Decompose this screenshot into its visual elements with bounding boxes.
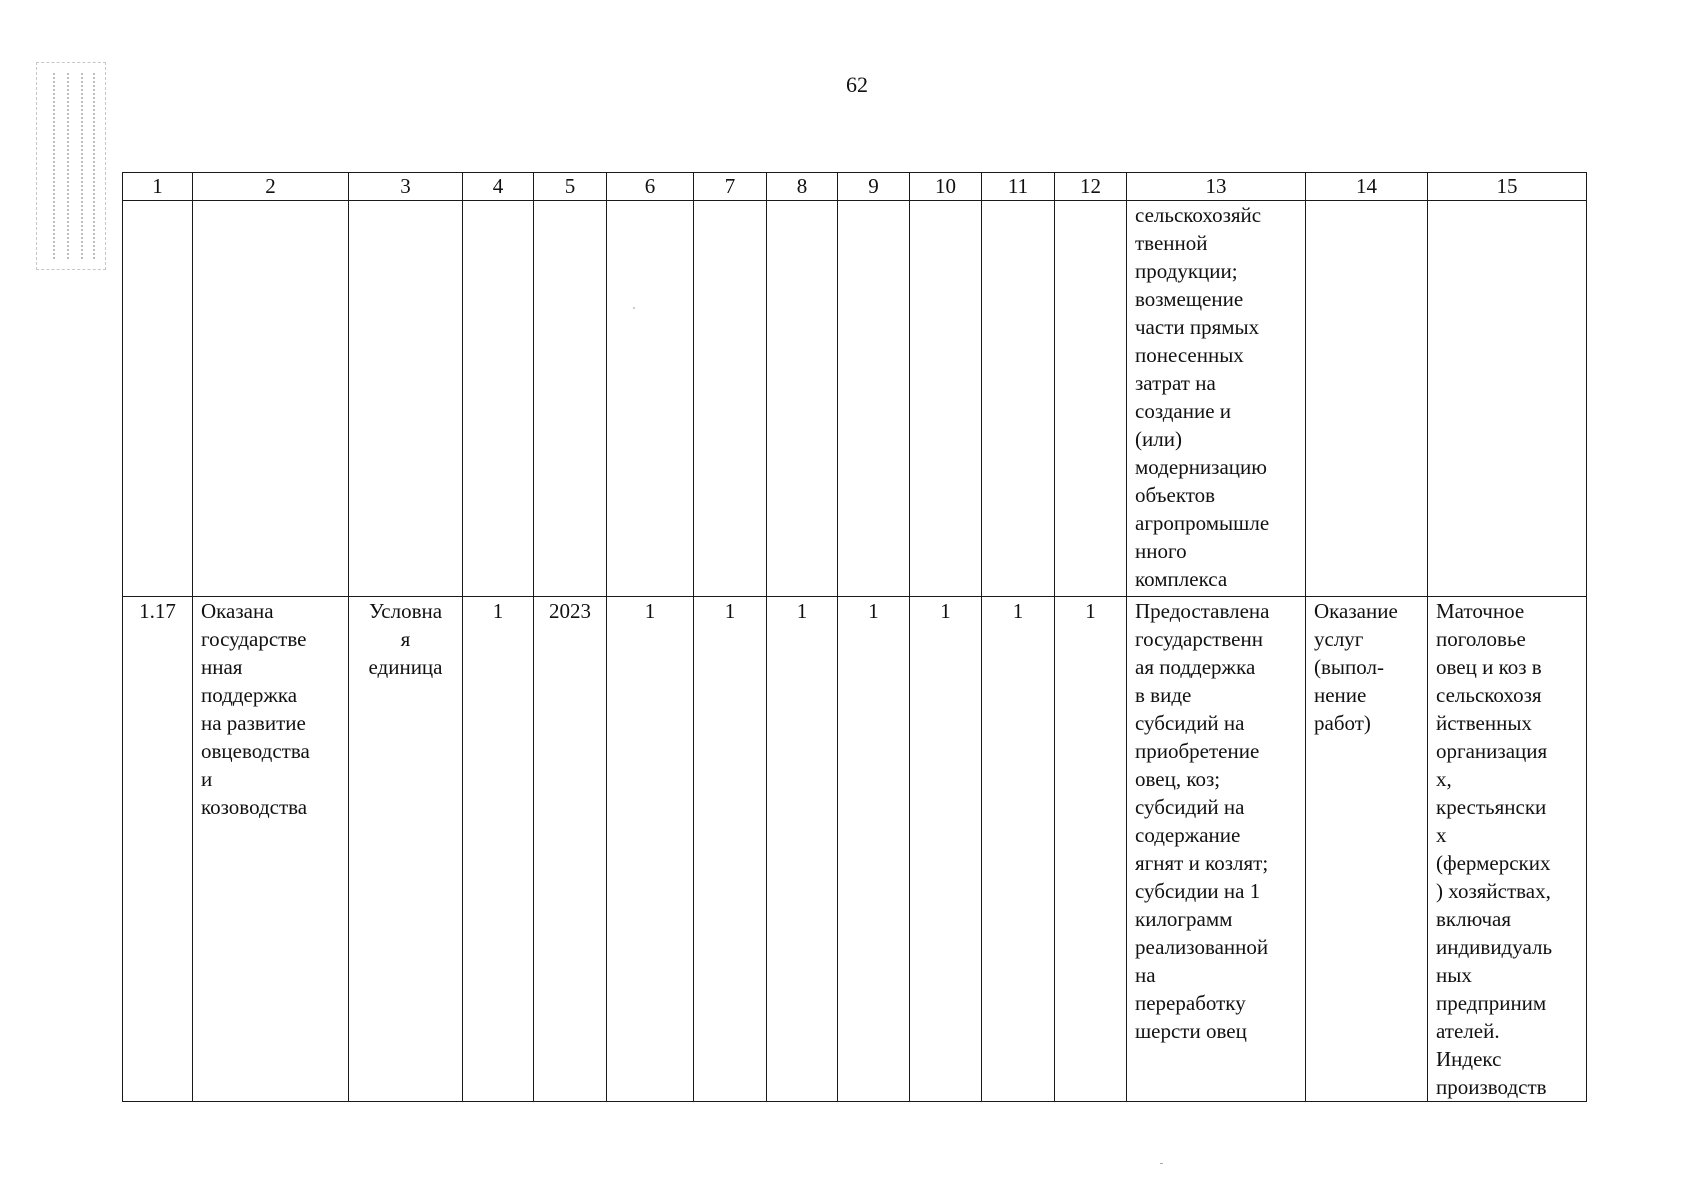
header-cell-2: 2	[193, 173, 349, 201]
cont-cell-5	[534, 201, 607, 597]
page-number: 62	[846, 72, 868, 97]
header-cell-9: 9	[838, 173, 910, 201]
header-cell-11: 11	[982, 173, 1055, 201]
row-number-cell: 1.17	[123, 597, 193, 1102]
measures-table	[122, 172, 1587, 1102]
registration-stamp	[36, 62, 106, 270]
header-cell-8: 8	[767, 173, 838, 201]
value-cell-4: 1	[463, 597, 534, 1102]
cont-cell-2	[193, 201, 349, 597]
cont-cell-1	[123, 201, 193, 597]
value-cell-9: 1	[838, 597, 910, 1102]
cont-cell-8	[767, 201, 838, 597]
value-cell-11: 1	[982, 597, 1055, 1102]
cont-cell-10	[910, 201, 982, 597]
year-cell: 2023	[534, 597, 607, 1102]
cont-cell-15	[1428, 201, 1587, 597]
type-cell: Оказание услуг (выпол- нение работ)	[1306, 597, 1428, 1102]
header-cell-7: 7	[694, 173, 767, 201]
header-cell-1: 1	[123, 173, 193, 201]
header-cell-4: 4	[463, 173, 534, 201]
cont-cell-4	[463, 201, 534, 597]
value-cell-6: 1	[607, 597, 694, 1102]
header-cell-15: 15	[1428, 173, 1587, 201]
cont-cell-3	[349, 201, 463, 597]
value-cell-12: 1	[1055, 597, 1127, 1102]
cont-cell-6	[607, 201, 694, 597]
header-cell-3: 3	[349, 173, 463, 201]
cont-cell-13-results: сельскохозяйс твенной продукции; возмещение части прямых понесенных затрат на создание и (или) модернизацию объектов агропромышле нного комплекса	[1127, 201, 1306, 597]
header-cell-13: 13	[1127, 173, 1306, 201]
header-cell-6: 6	[607, 173, 694, 201]
cont-cell-7	[694, 201, 767, 597]
cont-cell-12	[1055, 201, 1127, 597]
relation-cell: Маточное поголовье овец и коз в сельскохозя йственных организация х, крестьянски х (фермерских ) хозяйствах, включая индивидуаль ных предприним ателей. Индекс производств	[1428, 597, 1587, 1102]
header-cell-12: 12	[1055, 173, 1127, 201]
unit-cell: Условна я единица	[349, 597, 463, 1102]
value-cell-8: 1	[767, 597, 838, 1102]
scan-dot	[1160, 1163, 1163, 1164]
value-cell-7: 1	[694, 597, 767, 1102]
result-name-cell: Оказана государстве нная поддержка на развитие овцеводства и козоводства	[193, 597, 349, 1102]
header-cell-5: 5	[534, 173, 607, 201]
header-cell-10: 10	[910, 173, 982, 201]
header-row	[123, 173, 1587, 201]
cont-cell-11	[982, 201, 1055, 597]
value-cell-10: 1	[910, 597, 982, 1102]
header-cell-14: 14	[1306, 173, 1428, 201]
cont-cell-14	[1306, 201, 1428, 597]
continuation-row	[123, 201, 1587, 597]
table-row-1-17	[123, 597, 1587, 1102]
characteristic-cell: Предоставлена государственн ая поддержка в виде субсидий на приобретение овец, коз; субсидий на содержание ягнят и козлят; субсидии на 1 килограмм реализованной на переработку шерсти овец	[1127, 597, 1306, 1102]
cont-cell-9	[838, 201, 910, 597]
